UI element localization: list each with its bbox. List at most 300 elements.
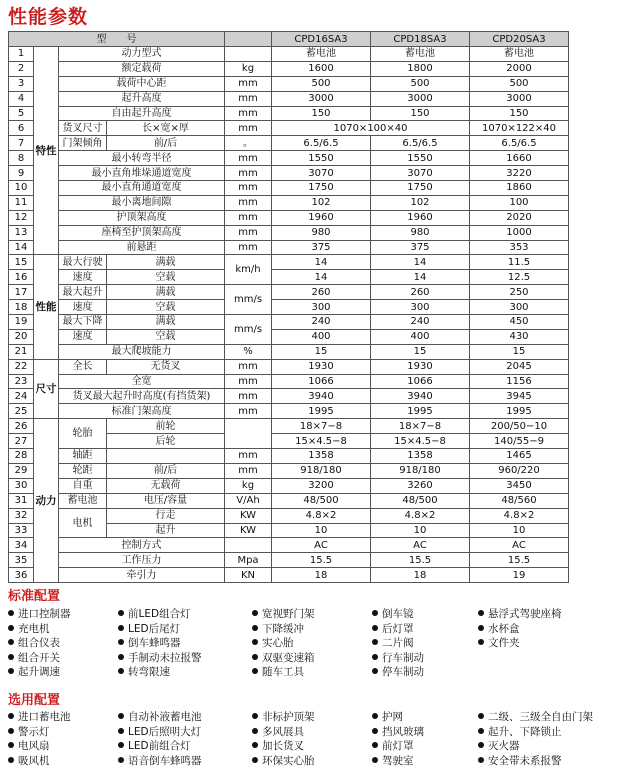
config-item-label: 悬浮式驾驶座椅 xyxy=(488,608,562,620)
config-item xyxy=(478,711,593,724)
row-attr: 蓄电池 xyxy=(59,493,107,508)
row-unit: V/Ah xyxy=(225,493,272,508)
row-attr: 起升高度 xyxy=(59,91,225,106)
table-row xyxy=(9,359,569,374)
config-item xyxy=(372,711,403,724)
config-item xyxy=(118,740,191,753)
table-row xyxy=(9,493,569,508)
table-row xyxy=(9,61,569,76)
bullet-icon xyxy=(8,610,14,616)
bullet-icon xyxy=(478,728,484,734)
bullet-icon xyxy=(372,757,378,763)
config-item-label: 进口控制器 xyxy=(18,608,71,620)
row-value: 1066 xyxy=(272,374,371,389)
bullet-icon xyxy=(252,742,258,748)
row-value: 1930 xyxy=(272,359,371,374)
row-subattr: 前/后 xyxy=(107,463,225,478)
row-value: 3220 xyxy=(470,166,569,181)
row-attr: 护顶架高度 xyxy=(59,210,225,225)
row-attr: 轴距 xyxy=(59,449,107,464)
table-row xyxy=(9,76,569,91)
row-value: 1070×100×40 xyxy=(272,121,470,136)
table-row xyxy=(9,463,569,478)
row-number: 25 xyxy=(9,404,34,419)
row-attr: 载荷中心距 xyxy=(59,76,225,91)
row-value: 10 xyxy=(470,523,569,538)
bullet-icon xyxy=(478,757,484,763)
bullet-icon xyxy=(118,713,124,719)
row-number: 11 xyxy=(9,195,34,210)
row-attr: 轮胎 xyxy=(59,419,107,449)
row-attr: 电机 xyxy=(59,508,107,538)
row-unit: mm xyxy=(225,76,272,91)
standard-config-title: 标准配置 xyxy=(8,589,61,604)
table-row xyxy=(9,285,569,300)
config-item xyxy=(8,740,50,753)
row-value: 300 xyxy=(470,300,569,315)
table-row xyxy=(9,315,569,330)
row-value: 1960 xyxy=(272,210,371,225)
config-item xyxy=(372,608,414,621)
row-value: 18 xyxy=(371,568,470,583)
row-unit: mm/s xyxy=(225,315,272,345)
row-subattr: 前轮 xyxy=(107,419,225,434)
config-item-label: 组合仪表 xyxy=(18,637,60,649)
row-value: 14 xyxy=(272,255,371,270)
row-value: 1960 xyxy=(371,210,470,225)
table-row xyxy=(9,166,569,181)
row-number: 35 xyxy=(9,553,34,568)
row-value: 3945 xyxy=(470,389,569,404)
row-unit: mm xyxy=(225,91,272,106)
table-row xyxy=(9,225,569,240)
config-item xyxy=(372,652,424,665)
row-attr: 速度 xyxy=(59,300,107,315)
row-number: 1 xyxy=(9,47,34,62)
row-value: 14 xyxy=(371,270,470,285)
row-subattr: 无载荷 xyxy=(107,478,225,493)
config-item-label: 多风展具 xyxy=(262,725,304,738)
bullet-icon xyxy=(478,610,484,616)
table-row xyxy=(9,240,569,255)
table-row xyxy=(9,47,569,62)
row-unit: mm xyxy=(225,210,272,225)
row-attr: 门架倾角 xyxy=(59,136,107,151)
row-subattr: 长×宽×厚 xyxy=(107,121,225,136)
config-item xyxy=(8,623,50,636)
row-value: 2020 xyxy=(470,210,569,225)
row-unit: KN xyxy=(225,568,272,583)
row-unit: mm xyxy=(225,121,272,136)
row-value: 1995 xyxy=(470,404,569,419)
row-unit: Mpa xyxy=(225,553,272,568)
row-value: 1995 xyxy=(371,404,470,419)
bullet-icon xyxy=(8,639,14,645)
row-number: 13 xyxy=(9,225,34,240)
config-item xyxy=(118,726,201,739)
row-attr: 最小直角通道宽度 xyxy=(59,181,225,196)
config-item xyxy=(8,652,60,665)
row-value: 4.8×2 xyxy=(272,508,371,523)
row-value: 375 xyxy=(272,240,371,255)
table-row xyxy=(9,404,569,419)
config-item-label: 灭火器 xyxy=(488,740,520,752)
bullet-icon xyxy=(118,757,124,763)
config-item xyxy=(252,623,304,636)
row-value: 14 xyxy=(371,255,470,270)
config-item xyxy=(8,711,71,724)
config-item xyxy=(478,755,562,768)
row-value: 102 xyxy=(272,195,371,210)
row-value: 200/50−10 xyxy=(470,419,569,434)
row-value: 6.5/6.5 xyxy=(272,136,371,151)
row-value: 1750 xyxy=(371,181,470,196)
row-value: AC xyxy=(272,538,371,553)
config-item xyxy=(372,740,414,753)
row-value: 18×7−8 xyxy=(272,419,371,434)
row-value: 15 xyxy=(470,344,569,359)
config-item xyxy=(118,637,181,650)
bullet-icon xyxy=(372,742,378,748)
row-unit: mm xyxy=(225,195,272,210)
table-row xyxy=(9,300,569,315)
row-subattr: 无货叉 xyxy=(107,359,225,374)
row-unit: 。 xyxy=(225,136,272,151)
spec-table xyxy=(8,31,569,583)
row-number: 17 xyxy=(9,285,34,300)
bullet-icon xyxy=(478,625,484,631)
bullet-icon xyxy=(118,625,124,631)
bullet-icon xyxy=(372,668,378,674)
row-unit: km/h xyxy=(225,255,272,285)
row-number: 28 xyxy=(9,449,34,464)
row-value: 1660 xyxy=(470,151,569,166)
row-number: 26 xyxy=(9,419,34,434)
optional-config-title: 选用配置 xyxy=(8,693,61,708)
config-item xyxy=(252,666,304,679)
table-row xyxy=(9,568,569,583)
row-value: 240 xyxy=(272,315,371,330)
config-item xyxy=(372,666,424,679)
row-value: 48/500 xyxy=(371,493,470,508)
row-value: 3450 xyxy=(470,478,569,493)
row-attr: 最小离地间隙 xyxy=(59,195,225,210)
row-value: 150 xyxy=(272,106,371,121)
config-item xyxy=(252,608,315,621)
row-value: AC xyxy=(470,538,569,553)
config-item-label: 转弯限速 xyxy=(128,666,170,678)
row-value: 260 xyxy=(272,285,371,300)
row-number: 23 xyxy=(9,374,34,389)
table-row xyxy=(9,210,569,225)
row-value: AC xyxy=(371,538,470,553)
config-item-label: 二片阀 xyxy=(382,637,414,649)
bullet-icon xyxy=(8,757,14,763)
row-value: 960/220 xyxy=(470,463,569,478)
row-subattr: 后轮 xyxy=(107,434,225,449)
config-item xyxy=(372,637,414,650)
bullet-icon xyxy=(118,742,124,748)
row-value: 100 xyxy=(470,195,569,210)
row-unit: kg xyxy=(225,478,272,493)
group-label: 尺寸 xyxy=(34,359,59,419)
row-number: 14 xyxy=(9,240,34,255)
table-row xyxy=(9,255,569,270)
config-item-label: 非标护顶架 xyxy=(262,711,315,723)
table-header xyxy=(9,32,569,47)
config-item-label: 警示灯 xyxy=(18,725,50,738)
row-value: 300 xyxy=(272,300,371,315)
row-value: 500 xyxy=(371,76,470,91)
config-item-label: 实心胎 xyxy=(262,637,294,649)
row-value: 18 xyxy=(272,568,371,583)
row-value: 14 xyxy=(272,270,371,285)
config-item xyxy=(478,740,520,753)
header-unit xyxy=(225,32,272,47)
header-model-label: 型 号 xyxy=(9,32,225,47)
row-number: 19 xyxy=(9,315,34,330)
row-value: 1860 xyxy=(470,181,569,196)
table-row xyxy=(9,106,569,121)
row-attr: 工作压力 xyxy=(59,553,225,568)
row-value: 10 xyxy=(272,523,371,538)
config-item xyxy=(252,637,294,650)
row-subattr: 空载 xyxy=(107,329,225,344)
config-item-label: 吸风机 xyxy=(18,754,50,767)
header-model: CPD16SA3 xyxy=(272,32,371,47)
row-value: 3070 xyxy=(371,166,470,181)
row-value: 2000 xyxy=(470,61,569,76)
config-item-label: 停车制动 xyxy=(382,666,424,678)
config-item-label: 挡风玻璃 xyxy=(382,725,424,738)
config-item xyxy=(372,623,414,636)
config-item-label: 宽视野门架 xyxy=(262,608,315,620)
bullet-icon xyxy=(478,713,484,719)
row-unit xyxy=(225,419,272,449)
config-item xyxy=(478,623,520,636)
config-item xyxy=(372,726,424,739)
row-unit: mm xyxy=(225,449,272,464)
page-title: 性能参数 xyxy=(8,6,89,28)
row-value: 1358 xyxy=(371,449,470,464)
row-value: 3940 xyxy=(272,389,371,404)
row-attr: 控制方式 xyxy=(59,538,225,553)
row-value: 1750 xyxy=(272,181,371,196)
row-value: 260 xyxy=(371,285,470,300)
row-subattr: 前/后 xyxy=(107,136,225,151)
table-row xyxy=(9,374,569,389)
table-row xyxy=(9,181,569,196)
bullet-icon xyxy=(118,728,124,734)
row-number: 15 xyxy=(9,255,34,270)
row-attr: 牵引力 xyxy=(59,568,225,583)
config-item-label: 电风扇 xyxy=(18,740,50,752)
bullet-icon xyxy=(118,610,124,616)
row-attr: 最小转弯半径 xyxy=(59,151,225,166)
table-row xyxy=(9,151,569,166)
config-item xyxy=(252,755,315,768)
config-item-label: 起升、下降锁止 xyxy=(488,725,562,738)
config-item-label: 进口蓄电池 xyxy=(18,711,71,723)
row-unit: mm xyxy=(225,374,272,389)
row-value: 140/55−9 xyxy=(470,434,569,449)
config-item-label: 文件夹 xyxy=(488,637,520,649)
row-attr: 自重 xyxy=(59,478,107,493)
row-value: 48/500 xyxy=(272,493,371,508)
row-value: 400 xyxy=(272,329,371,344)
row-value: 3000 xyxy=(470,91,569,106)
row-attr: 最大起升 xyxy=(59,285,107,300)
row-number: 7 xyxy=(9,136,34,151)
row-number: 32 xyxy=(9,508,34,523)
row-attr: 最大行驶 xyxy=(59,255,107,270)
row-subattr: 满载 xyxy=(107,285,225,300)
row-unit: mm xyxy=(225,240,272,255)
bullet-icon xyxy=(478,639,484,645)
row-value: 3000 xyxy=(371,91,470,106)
row-unit: % xyxy=(225,344,272,359)
row-value: 6.5/6.5 xyxy=(470,136,569,151)
config-item-label: 加长货叉 xyxy=(262,740,304,752)
header-model: CPD18SA3 xyxy=(371,32,470,47)
row-attr: 速度 xyxy=(59,270,107,285)
row-value: 4.8×2 xyxy=(470,508,569,523)
bullet-icon xyxy=(478,742,484,748)
bullet-icon xyxy=(372,610,378,616)
row-unit: mm xyxy=(225,389,272,404)
config-item xyxy=(252,726,304,739)
config-item-label: 前LED组合灯 xyxy=(128,608,191,620)
config-item-label: 护网 xyxy=(382,711,403,723)
row-value: 15×4.5−8 xyxy=(272,434,371,449)
row-attr: 全宽 xyxy=(59,374,225,389)
table-row xyxy=(9,478,569,493)
config-item-label: LED后照明大灯 xyxy=(128,725,202,738)
bullet-icon xyxy=(8,668,14,674)
row-attr: 速度 xyxy=(59,329,107,344)
table-row xyxy=(9,553,569,568)
row-subattr: 满载 xyxy=(107,315,225,330)
bullet-icon xyxy=(372,654,378,660)
row-number: 20 xyxy=(9,329,34,344)
row-value: 1070×122×40 xyxy=(470,121,569,136)
config-item-label: 充电机 xyxy=(18,622,50,635)
row-value: 3940 xyxy=(371,389,470,404)
config-item-label: 安全带未系报警 xyxy=(488,754,562,767)
row-value: 400 xyxy=(371,329,470,344)
row-value: 1550 xyxy=(371,151,470,166)
row-number: 3 xyxy=(9,76,34,91)
config-item-label: 手制动未拉报警 xyxy=(128,651,202,664)
row-value: 15 xyxy=(371,344,470,359)
row-subattr: 满载 xyxy=(107,255,225,270)
row-value: 980 xyxy=(371,225,470,240)
row-value: 918/180 xyxy=(272,463,371,478)
row-number: 12 xyxy=(9,210,34,225)
config-item-label: 前灯罩 xyxy=(382,740,414,752)
table-row xyxy=(9,121,569,136)
bullet-icon xyxy=(252,728,258,734)
bullet-icon xyxy=(252,610,258,616)
row-unit: mm xyxy=(225,181,272,196)
row-number: 34 xyxy=(9,538,34,553)
row-value: 6.5/6.5 xyxy=(371,136,470,151)
table-row xyxy=(9,419,569,434)
row-value: 918/180 xyxy=(371,463,470,478)
row-value: 3000 xyxy=(272,91,371,106)
row-unit: mm xyxy=(225,359,272,374)
row-number: 2 xyxy=(9,61,34,76)
config-item xyxy=(8,755,50,768)
row-value: 3260 xyxy=(371,478,470,493)
bullet-icon xyxy=(372,728,378,734)
config-item xyxy=(118,608,191,621)
row-value: 11.5 xyxy=(470,255,569,270)
row-value: 蓄电池 xyxy=(272,47,371,62)
config-item xyxy=(478,637,520,650)
row-attr: 货叉尺寸 xyxy=(59,121,107,136)
group-label: 性能 xyxy=(34,255,59,359)
row-unit: mm xyxy=(225,106,272,121)
row-number: 33 xyxy=(9,523,34,538)
config-item-label: 驾驶室 xyxy=(382,754,414,767)
row-attr: 动力型式 xyxy=(59,47,225,62)
row-number: 36 xyxy=(9,568,34,583)
row-value: 1600 xyxy=(272,61,371,76)
row-value: 15.5 xyxy=(272,553,371,568)
config-item xyxy=(478,608,562,621)
config-item xyxy=(8,726,50,739)
row-attr: 标准门架高度 xyxy=(59,404,225,419)
config-item xyxy=(118,755,202,768)
row-subattr xyxy=(107,449,225,464)
config-item xyxy=(372,755,414,768)
config-item-label: LED后尾灯 xyxy=(128,622,181,635)
bullet-icon xyxy=(252,713,258,719)
config-item-label: 后灯罩 xyxy=(382,622,414,635)
config-item-label: 起升调速 xyxy=(18,666,60,678)
group-label: 动力 xyxy=(34,419,59,583)
row-attr: 最大爬坡能力 xyxy=(59,344,225,359)
row-unit xyxy=(225,47,272,62)
row-value: 430 xyxy=(470,329,569,344)
row-subattr: 起升 xyxy=(107,523,225,538)
row-value: 353 xyxy=(470,240,569,255)
config-item-label: 随车工具 xyxy=(262,666,304,678)
config-item xyxy=(252,740,304,753)
config-item xyxy=(118,666,170,679)
config-item-label: 自动补液蓄电池 xyxy=(128,711,202,723)
config-item-label: 倒车蜂鸣器 xyxy=(128,637,181,649)
row-value: 500 xyxy=(272,76,371,91)
config-item-label: 语音倒车蜂鸣器 xyxy=(128,754,202,767)
row-unit: KW xyxy=(225,523,272,538)
bullet-icon xyxy=(8,728,14,734)
row-value: 蓄电池 xyxy=(371,47,470,62)
row-number: 22 xyxy=(9,359,34,374)
config-item xyxy=(8,608,71,621)
row-value: 450 xyxy=(470,315,569,330)
row-attr: 最大下降 xyxy=(59,315,107,330)
row-value: 1066 xyxy=(371,374,470,389)
row-unit xyxy=(225,538,272,553)
row-value: 19 xyxy=(470,568,569,583)
bullet-icon xyxy=(8,742,14,748)
row-attr: 最小直角堆垛通道宽度 xyxy=(59,166,225,181)
row-number: 6 xyxy=(9,121,34,136)
header-model: CPD20SA3 xyxy=(470,32,569,47)
row-value: 1000 xyxy=(470,225,569,240)
